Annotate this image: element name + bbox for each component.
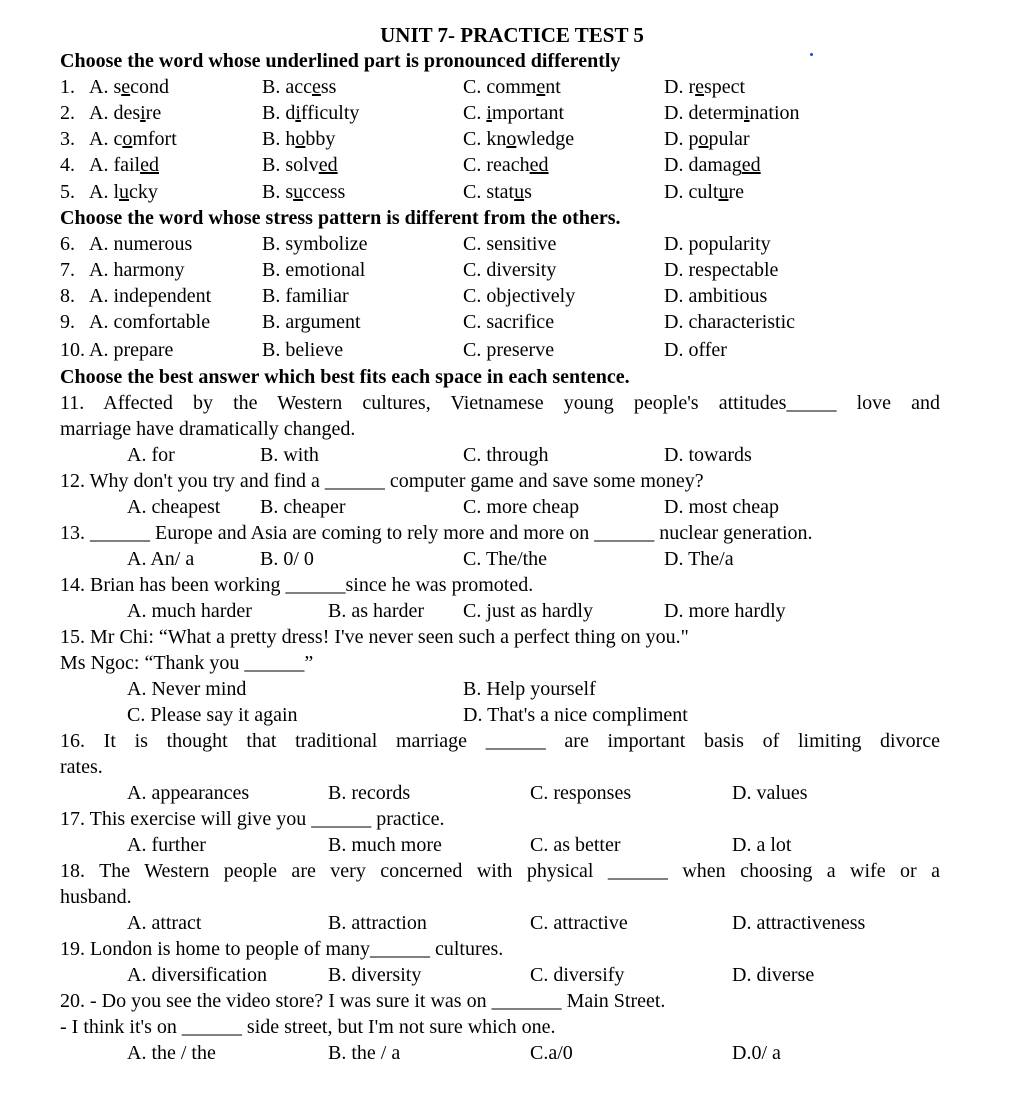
- question-number: 1.: [60, 76, 75, 98]
- option-a: [89, 179, 158, 205]
- question-number: 6.: [60, 233, 75, 255]
- word-part: mportant: [491, 102, 565, 124]
- option-c: C. responses: [530, 782, 632, 804]
- question-13-text: 13. ______ Europe and Asia are coming to rely more and more on ______ nuclear generation.: [60, 522, 813, 544]
- option-c: C. more cheap: [463, 496, 580, 518]
- question-16-line2: rates.: [60, 756, 103, 778]
- question-number: 8.: [60, 285, 75, 307]
- word-part: D. r: [664, 76, 696, 98]
- option-c: C. attractive: [530, 912, 628, 934]
- option-b: B. symbolize: [262, 233, 368, 255]
- underlined-part: i: [486, 102, 492, 124]
- word-part: cky: [129, 181, 158, 203]
- option-b: [262, 152, 338, 178]
- word-part: spect: [704, 76, 746, 98]
- question-15-line2: Ms Ngoc: “Thank you ______”: [60, 652, 314, 674]
- question-14-text: 14. Brian has been working ______since he was promoted.: [60, 574, 534, 596]
- pronunciation-question-4: [60, 152, 940, 178]
- option-c: C. objectively: [463, 285, 576, 307]
- word-part: A. des: [89, 102, 141, 124]
- option-c: [463, 152, 549, 178]
- option-a: A. Never mind: [127, 678, 247, 700]
- word-part: cond: [130, 76, 170, 98]
- question-17-text: 17. This exercise will give you ______ practice.: [60, 808, 445, 830]
- stress-question-6: [60, 231, 940, 257]
- option-b: B. believe: [262, 339, 344, 361]
- question-13-options: [60, 546, 940, 572]
- question-18-line2: husband.: [60, 886, 132, 908]
- option-d: D. characteristic: [664, 311, 796, 333]
- word-part: D. damag: [664, 154, 742, 176]
- word-part: bby: [305, 128, 336, 150]
- underlined-part: o: [295, 128, 306, 150]
- option-c: C. just as hardly: [463, 600, 593, 622]
- option-b: B. Help yourself: [463, 678, 596, 700]
- underlined-part: e: [311, 76, 321, 98]
- word-part: ccess: [303, 181, 346, 203]
- question-number: 5.: [60, 181, 75, 203]
- word-part: C.: [463, 102, 487, 124]
- question-number: 2.: [60, 102, 75, 124]
- option-a: A. for: [127, 444, 175, 466]
- question-19-options: [60, 962, 940, 988]
- question-15-options-row2: [60, 702, 940, 728]
- question-number: 10.: [60, 339, 85, 361]
- option-d: [664, 126, 750, 152]
- underlined-part: u: [514, 181, 525, 203]
- option-d: [664, 100, 800, 126]
- option-d: D. attractiveness: [732, 912, 866, 934]
- word-part: nt: [545, 76, 561, 98]
- word-part: ss: [320, 76, 337, 98]
- option-b: B. records: [328, 782, 411, 804]
- question-number: 4.: [60, 154, 75, 176]
- option-d: D. diverse: [732, 964, 815, 986]
- underlined-part: o: [506, 128, 517, 150]
- underlined-part: u: [293, 181, 304, 203]
- option-c: C. diversity: [463, 259, 557, 281]
- option-d: D. popularity: [664, 233, 771, 255]
- word-part: A. c: [89, 128, 123, 150]
- underlined-part: i: [295, 102, 301, 124]
- word-part: fficulty: [300, 102, 360, 124]
- question-20-options: [60, 1040, 940, 1066]
- option-d: D. respectable: [664, 259, 779, 281]
- word-part: nation: [749, 102, 800, 124]
- option-b: B. diversity: [328, 964, 422, 986]
- option-d: [664, 74, 745, 100]
- option-c: C. diversify: [530, 964, 625, 986]
- option-c: C. The/the: [463, 548, 548, 570]
- word-part: re: [728, 181, 744, 203]
- word-part: D. determ: [664, 102, 744, 124]
- question-number: 9.: [60, 311, 75, 333]
- option-c: C. through: [463, 444, 549, 466]
- option-a: [89, 100, 161, 126]
- option-a: A. cheapest: [127, 496, 221, 518]
- page-title: UNIT 7- PRACTICE TEST 5: [380, 23, 644, 47]
- underlined-part: o: [122, 128, 133, 150]
- option-c: [463, 100, 564, 126]
- option-b: B. 0/ 0: [260, 548, 314, 570]
- option-b: B. attraction: [328, 912, 427, 934]
- word-part: mfort: [132, 128, 177, 150]
- option-c: C.a/0: [530, 1042, 573, 1064]
- question-11-line2: marriage have dramatically changed.: [60, 418, 356, 440]
- option-d: D. towards: [664, 444, 752, 466]
- question-20-line2: - I think it's on ______ side street, but I'm not sure which one.: [60, 1016, 556, 1038]
- option-a: A. the / the: [127, 1042, 216, 1064]
- underlined-part: e: [121, 76, 131, 98]
- option-a: A. diversification: [127, 964, 267, 986]
- option-a: A. harmony: [89, 259, 185, 281]
- word-part: s: [524, 181, 532, 203]
- word-part: B. s: [262, 181, 294, 203]
- option-d: D. That's a nice compliment: [463, 704, 688, 726]
- option-b: B. familiar: [262, 285, 349, 307]
- option-d: D. offer: [664, 339, 727, 361]
- underlined-part: u: [119, 181, 129, 203]
- option-a: A. comfortable: [89, 311, 211, 333]
- question-11-line1: 11. Affected by the Western cultures, Vietnamese young people's attitudes_____ love and: [60, 392, 940, 414]
- pronunciation-question-2: [60, 100, 940, 126]
- pronunciation-question-1: [60, 74, 940, 100]
- option-d: [664, 152, 761, 178]
- question-15-options-row1: [60, 676, 940, 702]
- option-c: [463, 126, 574, 152]
- option-b: [262, 179, 345, 205]
- word-part: B. h: [262, 128, 296, 150]
- section-heading-stress: Choose the word whose stress pattern is different from the others.: [60, 207, 621, 229]
- option-a: A. An/ a: [127, 548, 195, 570]
- question-20-line1: 20. - Do you see the video store? I was sure it was on _______ Main Street.: [60, 990, 666, 1012]
- word-part: B. d: [262, 102, 296, 124]
- word-part: re: [145, 102, 162, 124]
- option-b: B. with: [260, 444, 319, 466]
- word-part: A. l: [89, 181, 119, 203]
- option-d: D. more hardly: [664, 600, 786, 622]
- word-part: pular: [708, 128, 750, 150]
- option-a: A. further: [127, 834, 206, 856]
- word-part: C. reach: [463, 154, 530, 176]
- option-a: A. prepare: [89, 339, 174, 361]
- word-part: C. kn: [463, 128, 507, 150]
- question-12-options: [60, 494, 940, 520]
- word-part: C. stat: [463, 181, 515, 203]
- option-b: [262, 126, 335, 152]
- word-part: C. comm: [463, 76, 537, 98]
- underlined-part: ed: [529, 154, 549, 176]
- underlined-part: i: [140, 102, 146, 124]
- option-a: A. much harder: [127, 600, 252, 622]
- question-17-options: [60, 832, 940, 858]
- word-part: A. fail: [89, 154, 141, 176]
- section-heading-pronunciation: Choose the word whose underlined part is pronounced differently: [60, 50, 621, 72]
- option-b: B. cheaper: [260, 496, 346, 518]
- option-a: A. attract: [127, 912, 202, 934]
- underlined-part: u: [718, 181, 729, 203]
- underlined-part: o: [698, 128, 709, 150]
- option-d: [664, 179, 744, 205]
- question-14-options: [60, 598, 940, 624]
- pronunciation-question-5: [60, 179, 940, 205]
- option-a: A. appearances: [127, 782, 250, 804]
- underlined-part: ed: [741, 154, 761, 176]
- stress-question-7: [60, 257, 940, 283]
- option-c: C. sensitive: [463, 233, 557, 255]
- option-c: C. sacrifice: [463, 311, 555, 333]
- question-15-line1: 15. Mr Chi: “What a pretty dress! I've never seen such a perfect thing on you.": [60, 626, 689, 648]
- stress-question-9: [60, 309, 940, 335]
- word-part: D. cult: [664, 181, 719, 203]
- option-d: D. The/a: [664, 548, 734, 570]
- option-d: D. most cheap: [664, 496, 779, 518]
- option-d: D. values: [732, 782, 808, 804]
- question-number: 3.: [60, 128, 75, 150]
- underlined-part: i: [743, 102, 750, 124]
- question-number: 7.: [60, 259, 75, 281]
- option-c: C. preserve: [463, 339, 555, 361]
- option-a: [89, 126, 177, 152]
- underlined-part: ed: [140, 154, 159, 176]
- question-12-text: 12. Why don't you try and find a ______ computer game and save some money?: [60, 470, 704, 492]
- word-part: B. acc: [262, 76, 312, 98]
- question-18-options: [60, 910, 940, 936]
- question-16-options: [60, 780, 940, 806]
- word-part: D. p: [664, 128, 699, 150]
- option-a: [89, 152, 159, 178]
- section-heading-best-answer: Choose the best answer which best fits each space in each sentence.: [60, 366, 630, 388]
- underlined-part: e: [536, 76, 546, 98]
- option-c: C. Please say it again: [127, 704, 298, 726]
- option-b: B. the / a: [328, 1042, 401, 1064]
- option-d: D. a lot: [732, 834, 792, 856]
- option-a: A. independent: [89, 285, 212, 307]
- option-b: B. as harder: [328, 600, 425, 622]
- word-part: B. solv: [262, 154, 319, 176]
- question-11-options: [60, 442, 940, 468]
- option-a: A. numerous: [89, 233, 193, 255]
- word-part: wledge: [516, 128, 575, 150]
- question-18-line1: 18. The Western people are very concerned with physical ______ when choosing a wife or a: [60, 860, 940, 882]
- option-c: [463, 74, 561, 100]
- stress-question-10: [60, 337, 940, 363]
- option-b: [262, 100, 359, 126]
- option-a: [89, 74, 169, 100]
- underlined-part: e: [695, 76, 704, 98]
- stress-question-8: [60, 283, 940, 309]
- question-16-line1: 16. It is thought that traditional marriage ______ are important basis of limiting divorce: [60, 730, 940, 752]
- underlined-part: ed: [318, 154, 338, 176]
- option-c: [463, 179, 532, 205]
- option-b: B. much more: [328, 834, 442, 856]
- word-part: A. s: [89, 76, 122, 98]
- question-19-text: 19. London is home to people of many______ cultures.: [60, 938, 504, 960]
- pronunciation-question-3: [60, 126, 940, 152]
- option-b: B. argument: [262, 311, 361, 333]
- option-c: C. as better: [530, 834, 621, 856]
- option-d: D.0/ a: [732, 1042, 781, 1064]
- option-b: B. emotional: [262, 259, 366, 281]
- option-d: D. ambitious: [664, 285, 768, 307]
- option-b: [262, 74, 336, 100]
